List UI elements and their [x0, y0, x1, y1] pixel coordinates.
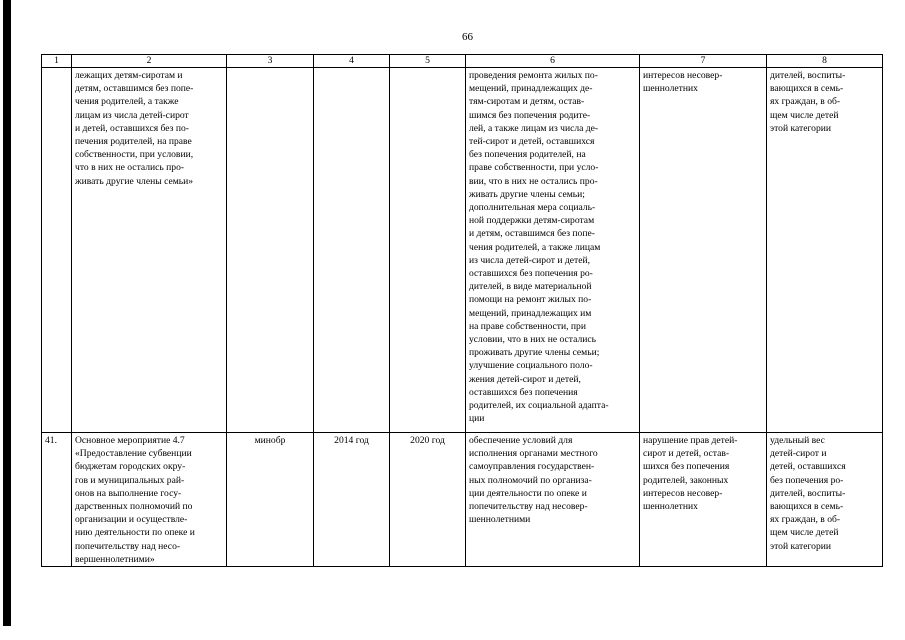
- cell-text-line: детей-сирот и: [770, 448, 827, 460]
- cell-text-line: этой категории: [770, 122, 832, 134]
- cell-text-line: попечительству над несовер-: [469, 501, 588, 513]
- cell-text-line: ной поддержки детям-сиротам: [469, 215, 595, 227]
- cell-text-line: без попечения ро-: [770, 474, 844, 486]
- cell-text-line: помощи на ремонт жилых по-: [469, 294, 592, 306]
- cell-text-line: вающихся в семь-: [770, 83, 844, 95]
- cell-text-line: ных полномочий по организа-: [469, 474, 592, 486]
- cell-text-line: щем числе детей: [770, 527, 839, 539]
- cell-text-line: живать другие члены семьи»: [75, 175, 194, 187]
- cell-text-line: лежащих детям-сиротам и: [75, 70, 183, 81]
- cell-text-line: щем числе детей: [770, 109, 839, 121]
- column-header-2: 2: [72, 55, 227, 68]
- cell-text-line: улучшение социального поло-: [469, 360, 593, 372]
- page-number: 66: [462, 31, 473, 43]
- cell-text-line: гов и муниципальных рай-: [75, 474, 185, 486]
- cell-text-line: печения родителей, на праве: [75, 136, 192, 148]
- cell-text-line: проживать другие члены семьи;: [469, 347, 600, 359]
- cell-text-line: жения детей-сирот и детей,: [469, 373, 581, 385]
- cell-text-line: онов на выполнение госу-: [75, 487, 182, 499]
- cell-text-line: тей-сирот и детей, оставшихся: [469, 136, 595, 148]
- cell-text-line: на праве собственности, при: [469, 320, 586, 332]
- program-table: [41, 54, 883, 567]
- cell-text-line: ции деятельности по опеке и: [469, 487, 587, 499]
- cell-text-line: этой категории: [770, 540, 832, 552]
- cell-text-line: мещений, принадлежащих де-: [469, 83, 593, 95]
- cell-text-line: дителей, воспиты-: [770, 487, 846, 499]
- scan-edge-bar: [3, 0, 11, 626]
- cell-text-line: бюджетам городских окру-: [75, 461, 186, 473]
- column-header-8: 8: [767, 55, 883, 68]
- cell-text-line: вии, что в них не остались про-: [469, 175, 598, 187]
- cell-text-line: дополнительная мера социаль-: [469, 202, 596, 214]
- cell-text-line: вающихся в семь-: [770, 501, 844, 513]
- cell-text-line: детей, оставшихся: [770, 461, 846, 473]
- cell-text-line: ях граждан, в об-: [770, 96, 841, 108]
- cell-text-line: родителей, их социальной адапта-: [469, 400, 609, 412]
- table-row-41: [42, 433, 883, 567]
- cell-text-line: проведения ремонта жилых по-: [469, 70, 598, 81]
- cell-text-line: лицам из числа детей-сирот: [75, 109, 189, 121]
- cell-text-line: шеннолетних: [643, 83, 698, 95]
- cell-text-line: лей, а также лицам из числа де-: [469, 122, 599, 134]
- cell-text-line: чения родителей, а также лицам: [469, 241, 601, 253]
- cell-text-line: интересов несовер-: [643, 487, 723, 499]
- cell-text-line: собственности, при условии,: [75, 149, 194, 161]
- start-year-cell: 2014 год: [314, 433, 390, 567]
- cell-text-line: интересов несовер-: [643, 70, 723, 81]
- cell-text-line: самоуправления государствен-: [469, 461, 595, 473]
- cell-text-line: родителей, законных: [643, 474, 729, 486]
- executor-cell: минобр: [227, 433, 314, 567]
- cell-text-line: мещений, принадлежащих им: [469, 307, 592, 319]
- cell-text-line: детям, оставшимся без попе-: [75, 83, 194, 95]
- column-header-4: 4: [314, 55, 390, 68]
- cell-text-line: ях граждан, в об-: [770, 514, 841, 526]
- cell-text-line: исполнения органами местного: [469, 448, 598, 460]
- cell-text-line: живать другие члены семьи;: [469, 188, 585, 200]
- cell-text-line: ции: [469, 413, 485, 425]
- cell-text-line: «Предоставление субвенции: [75, 448, 192, 460]
- cell-text-line: без попечения родителей, на: [469, 149, 586, 161]
- executor-cell: [227, 68, 314, 433]
- cell-text-line: дителей, воспиты-: [770, 70, 846, 81]
- measure-name-cell: [72, 433, 227, 567]
- cell-text-line: оставшихся без попечения: [469, 386, 578, 398]
- cell-text-line: Основное мероприятие 4.7: [75, 435, 185, 446]
- row-number-cell: [42, 68, 72, 433]
- column-header-1: 1: [42, 55, 72, 68]
- indicator-cell: [767, 68, 883, 433]
- end-year-cell: [390, 68, 466, 433]
- cell-text-line: и детей, оставшихся без по-: [75, 122, 190, 134]
- measure-name-cell: [72, 68, 227, 433]
- end-year-cell: 2020 год: [390, 433, 466, 567]
- cell-text-line: удельный вес: [770, 435, 825, 446]
- cell-text-line: дарственных полномочий по: [75, 501, 193, 513]
- expected-result-cell: [466, 68, 640, 433]
- indicator-cell: [767, 433, 883, 567]
- cell-text-line: из числа детей-сирот и детей,: [469, 254, 591, 266]
- cell-text-line: шимся без попечения родите-: [469, 109, 591, 121]
- cell-text-line: шеннолетних: [643, 501, 698, 513]
- cell-text-line: дителей, в виде материальной: [469, 281, 592, 293]
- column-header-7: 7: [640, 55, 767, 68]
- expected-result-cell: [466, 433, 640, 567]
- cell-text-line: условии, что в них не остались: [469, 334, 597, 346]
- cell-text-line: попечительству над несо-: [75, 540, 181, 552]
- column-number-row: [42, 55, 883, 68]
- cell-text-line: что в них не остались про-: [75, 162, 185, 174]
- start-year-cell: [314, 68, 390, 433]
- cell-text-line: чения родителей, а также: [75, 96, 179, 108]
- column-header-5: 5: [390, 55, 466, 68]
- table-row-continued: [42, 68, 883, 433]
- column-header-6: 6: [466, 55, 640, 68]
- consequences-cell: [640, 68, 767, 433]
- row-number-cell: 41.: [42, 433, 72, 567]
- cell-text-line: оставшихся без попечения ро-: [469, 268, 593, 280]
- cell-text-line: и детям, оставшимся без попе-: [469, 228, 595, 240]
- cell-text-line: нарушение прав детей-: [643, 435, 738, 446]
- cell-text-line: нию деятельности по опеке и: [75, 527, 195, 539]
- consequences-cell: [640, 433, 767, 567]
- cell-text-line: шихся без попечения: [643, 461, 730, 473]
- cell-text-line: тям-сиротам и детям, остав-: [469, 96, 585, 108]
- cell-text-line: вершеннолетними»: [75, 553, 155, 565]
- cell-text-line: обеспечение условий для: [469, 435, 573, 446]
- cell-text-line: организации и осуществле-: [75, 514, 188, 526]
- cell-text-line: сирот и детей, остав-: [643, 448, 730, 460]
- column-header-3: 3: [227, 55, 314, 68]
- cell-text-line: праве собственности, при усло-: [469, 162, 599, 174]
- cell-text-line: шеннолетними: [469, 514, 531, 526]
